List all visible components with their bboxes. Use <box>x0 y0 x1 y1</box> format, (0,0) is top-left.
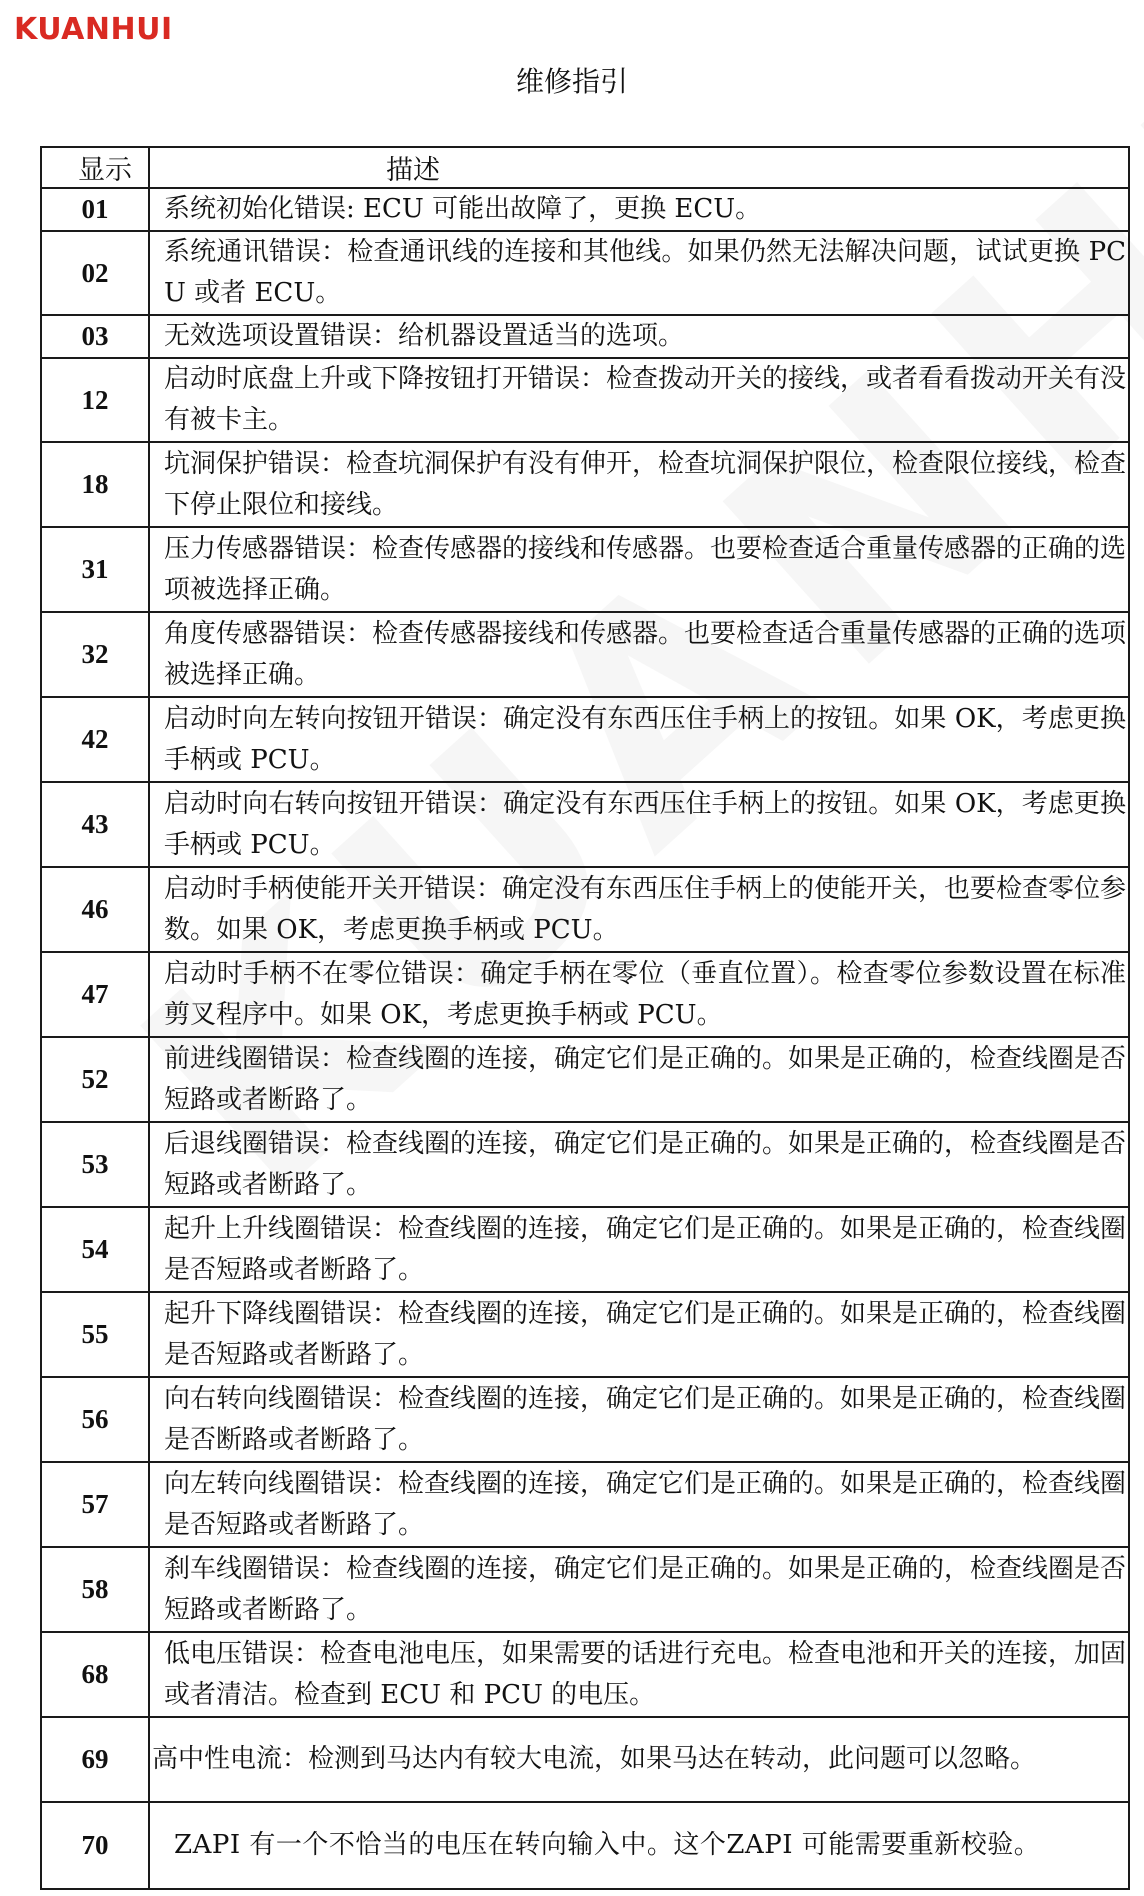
table-row <box>41 315 1129 358</box>
error-code: 02 <box>41 231 149 315</box>
table-header-row <box>41 147 1129 188</box>
error-description: 前进线圈错误：检查线圈的连接，确定它们是正确的。如果是正确的，检查线圈是否短路或者断路了。 <box>149 1037 1129 1122</box>
document-title: 维修指引 <box>515 65 628 98</box>
error-code: 47 <box>41 952 149 1037</box>
table-row <box>41 527 1129 612</box>
error-description: 起升下降线圈错误：检查线圈的连接，确定它们是正确的。如果是正确的，检查线圈是否短路或者断路了。 <box>149 1292 1129 1377</box>
error-description: 坑洞保护错误：检查坑洞保护有没有伸开，检查坑洞保护限位，检查限位接线，检查下停止限位和接线。 <box>149 442 1129 527</box>
error-code: 56 <box>41 1377 149 1462</box>
error-description: 系统通讯错误：检查通讯线的连接和其他线。如果仍然无法解决问题，试试更换 PCU 或者 ECU。 <box>149 231 1129 315</box>
error-code: 69 <box>41 1717 149 1802</box>
error-code: 53 <box>41 1122 149 1207</box>
error-code-table <box>40 146 1130 1890</box>
table-row <box>41 612 1129 697</box>
error-description: 角度传感器错误：检查传感器接线和传感器。也要检查适合重量传感器的正确的选项被选择正确。 <box>149 612 1129 697</box>
error-code: 42 <box>41 697 149 782</box>
error-description: 启动时手柄不在零位错误：确定手柄在零位（垂直位置）。检查零位参数设置在标准剪叉程序中。如果 OK，考虑更换手柄或 PCU。 <box>149 952 1129 1037</box>
error-description: 高中性电流：检测到马达内有较大电流，如果马达在转动，此问题可以忽略。 <box>149 1717 1129 1802</box>
table-row <box>41 1717 1129 1802</box>
table-row <box>41 1292 1129 1377</box>
error-code: 43 <box>41 782 149 867</box>
error-description: 压力传感器错误：检查传感器的接线和传感器。也要检查适合重量传感器的正确的选项被选择正确。 <box>149 527 1129 612</box>
error-code: 31 <box>41 527 149 612</box>
error-description: 启动时底盘上升或下降按钮打开错误：检查拨动开关的接线，或者看看拨动开关有没有被卡主。 <box>149 358 1129 442</box>
table-row <box>41 1802 1129 1889</box>
error-code: 58 <box>41 1547 149 1632</box>
table-row <box>41 358 1129 442</box>
error-description: 低电压错误：检查电池电压，如果需要的话进行充电。检查电池和开关的连接，加固或者清洁。检查到 ECU 和 PCU 的电压。 <box>149 1632 1129 1717</box>
table-row <box>41 697 1129 782</box>
error-description: 后退线圈错误：检查线圈的连接，确定它们是正确的。如果是正确的，检查线圈是否短路或者断路了。 <box>149 1122 1129 1207</box>
error-description: 启动时向右转向按钮开错误：确定没有东西压住手柄上的按钮。如果 OK，考虑更换手柄或 PCU。 <box>149 782 1129 867</box>
error-code: 32 <box>41 612 149 697</box>
table-row <box>41 1632 1129 1717</box>
table-row <box>41 867 1129 952</box>
error-description: 向左转向线圈错误：检查线圈的连接，确定它们是正确的。如果是正确的，检查线圈是否短路或者断路了。 <box>149 1462 1129 1547</box>
error-description: 启动时手柄使能开关开错误：确定没有东西压住手柄上的使能开关，也要检查零位参数。如果 OK，考虑更换手柄或 PCU。 <box>149 867 1129 952</box>
table-row <box>41 952 1129 1037</box>
error-description: 起升上升线圈错误：检查线圈的连接，确定它们是正确的。如果是正确的，检查线圈是否短路或者断路了。 <box>149 1207 1129 1292</box>
error-description: 刹车线圈错误：检查线圈的连接，确定它们是正确的。如果是正确的，检查线圈是否短路或者断路了。 <box>149 1547 1129 1632</box>
error-code: 68 <box>41 1632 149 1717</box>
error-code: 18 <box>41 442 149 527</box>
table-row <box>41 1462 1129 1547</box>
error-description: 无效选项设置错误：给机器设置适当的选项。 <box>149 315 1129 358</box>
table-row <box>41 1547 1129 1632</box>
table-row <box>41 1207 1129 1292</box>
table-row <box>41 188 1129 231</box>
error-code: 55 <box>41 1292 149 1377</box>
table-row <box>41 231 1129 315</box>
error-description: 启动时向左转向按钮开错误：确定没有东西压住手柄上的按钮。如果 OK，考虑更换手柄或 PCU。 <box>149 697 1129 782</box>
error-code: 54 <box>41 1207 149 1292</box>
table-row <box>41 442 1129 527</box>
table-row <box>41 1037 1129 1122</box>
table-row <box>41 1122 1129 1207</box>
table-row <box>41 782 1129 867</box>
error-code: 70 <box>41 1802 149 1889</box>
error-description: ZAPI 有一个不恰当的电压在转向输入中。这个ZAPI 可能需要重新校验。 <box>149 1802 1129 1889</box>
brand-logo: KUANHUI <box>14 12 173 47</box>
error-description: 向右转向线圈错误：检查线圈的连接，确定它们是正确的。如果是正确的，检查线圈是否断路或者断路了。 <box>149 1377 1129 1462</box>
header-description: 描述 <box>149 147 1129 188</box>
error-code: 01 <box>41 188 149 231</box>
error-code: 46 <box>41 867 149 952</box>
table-row <box>41 1377 1129 1462</box>
error-code: 57 <box>41 1462 149 1547</box>
error-description: 系统初始化错误: ECU 可能出故障了，更换 ECU。 <box>149 188 1129 231</box>
error-code: 12 <box>41 358 149 442</box>
header-code: 显示 <box>41 147 149 188</box>
error-code: 03 <box>41 315 149 358</box>
error-code: 52 <box>41 1037 149 1122</box>
